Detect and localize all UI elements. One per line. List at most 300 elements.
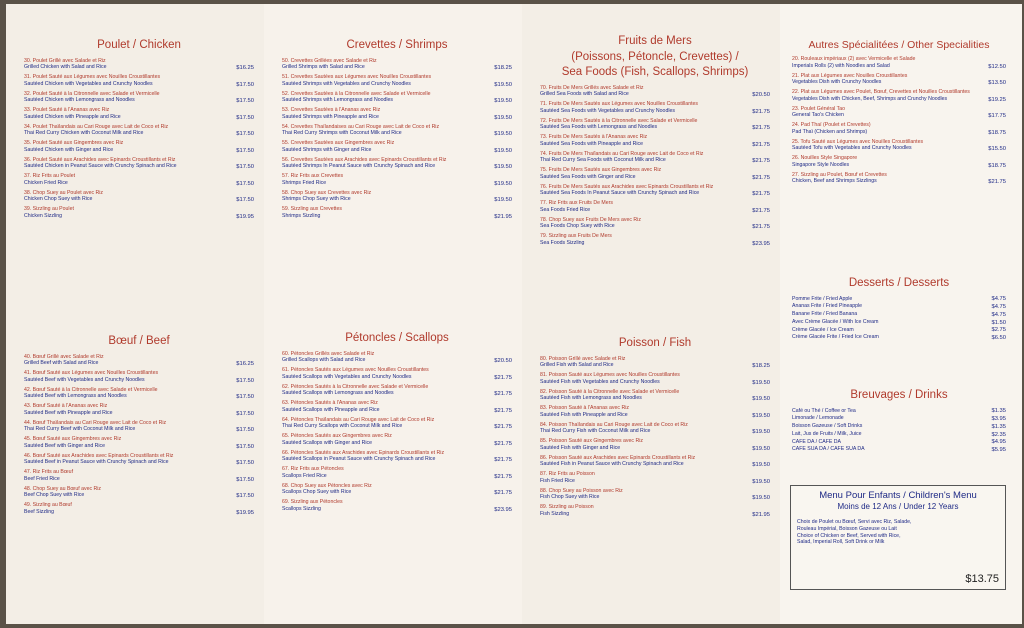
menu-item bbox=[792, 439, 1006, 446]
menu-item bbox=[540, 217, 770, 231]
title-line-2: (Poissons, Pétoncle, Crevettes) / bbox=[571, 50, 739, 63]
menu-item-french: 56. Crevettes Sautées aux Arachides avec Épinards Croustillants et Riz bbox=[282, 156, 447, 163]
menu-item bbox=[24, 91, 254, 105]
menu-item-english: Sautéed Scallops with Vegetables and Crunchy Noodles bbox=[282, 373, 412, 380]
menu-item-text bbox=[540, 85, 749, 99]
menu-item-price: $21.75 bbox=[752, 224, 770, 231]
menu-item-english: Sautéed Fish with Vegetables and Crunchy Noodles bbox=[540, 378, 660, 385]
menu-item-text bbox=[792, 139, 985, 153]
menu-item-price: $21.75 bbox=[494, 407, 512, 414]
menu-item-text bbox=[24, 91, 233, 105]
menu-item-price: $21.75 bbox=[752, 141, 770, 148]
menu-item bbox=[24, 173, 254, 187]
menu-item-english: Sautéed Shrimps with Lemongrass and Noodles bbox=[282, 97, 394, 104]
menu-item-french: 47. Riz Frits au Bœuf bbox=[24, 469, 74, 476]
section-autres bbox=[792, 38, 1006, 188]
menu-item-french: 40. Bœuf Grillé avec Salade et Riz bbox=[24, 353, 104, 360]
menu-item bbox=[282, 107, 512, 121]
menu-item bbox=[24, 354, 254, 368]
menu-item-french: 57. Riz Frits aux Crevettes bbox=[282, 173, 344, 180]
menu-item bbox=[540, 184, 770, 198]
menu-item-french: 34. Poulet Thaïlandais au Cari Rouge avec Lait de Coco et Riz bbox=[24, 123, 169, 130]
menu-item-text bbox=[24, 74, 233, 88]
menu-item-french: 79. Sizzling aux Fruits De Mers bbox=[540, 233, 612, 240]
menu-item-text bbox=[282, 367, 491, 381]
menu-item-price: $19.50 bbox=[752, 396, 770, 403]
menu-item bbox=[24, 436, 254, 450]
menu-item-french: 52. Crevettes Sautées à la Citronnelle avec Salade et Vermicelle bbox=[282, 90, 431, 97]
menu-item-english: Sautéed Chicken in Peanut Sauce with Crunchy Spinach and Rice bbox=[24, 163, 177, 170]
menu-item-english: Sautéed Chicken with Pineapple and Rice bbox=[24, 113, 121, 120]
menu-item-french: 59. Sizzling aux Crevettes bbox=[282, 206, 342, 213]
kids-menu-price: $13.75 bbox=[965, 573, 999, 585]
menu-item-text: Ananas Frite / Fried Pineapple bbox=[792, 303, 863, 310]
menu-item-price: $21.75 bbox=[752, 158, 770, 165]
menu-item-text bbox=[24, 469, 233, 483]
menu-item-french: 58. Chop Suey aux Crevettes avec Riz bbox=[282, 189, 372, 196]
menu-item bbox=[24, 124, 254, 138]
menu-item-price: $23.95 bbox=[494, 506, 512, 513]
menu-item bbox=[792, 296, 1006, 303]
menu-item bbox=[540, 167, 770, 181]
menu-item-price: $17.50 bbox=[236, 98, 254, 105]
menu-item-french: 49. Sizzling au Bœuf bbox=[24, 502, 72, 509]
menu-item-text bbox=[24, 486, 233, 500]
menu-item-english: Grilled Chicken with Salad and Rice bbox=[24, 64, 107, 71]
menu-item-french: 48. Chop Suey au Bœuf avec Riz bbox=[24, 485, 101, 492]
menu-item-text bbox=[540, 200, 749, 214]
item-list bbox=[540, 85, 770, 247]
menu-item-english: Scallops Chop Suey with Rice bbox=[282, 489, 352, 496]
menu-item-price: $17.50 bbox=[236, 460, 254, 467]
menu-item-french: 89. Sizzling au Poisson bbox=[540, 504, 594, 511]
menu-item-text bbox=[24, 107, 233, 121]
menu-item-text: Lait, Jus de Fruits / Milk, Juice bbox=[792, 430, 862, 437]
menu-item bbox=[540, 356, 770, 370]
menu-item bbox=[282, 206, 512, 220]
section-fruits-de-mers bbox=[540, 34, 770, 250]
menu-item bbox=[540, 455, 770, 469]
menu-item-text bbox=[540, 471, 749, 485]
item-list bbox=[792, 56, 1006, 185]
menu-item-french: 61. Pétoncles Sautés aux Légumes avec Nouilles Croustillantes bbox=[282, 367, 429, 374]
menu-item bbox=[540, 233, 770, 247]
menu-item-price: $19.50 bbox=[494, 164, 512, 171]
menu-item-price: $18.75 bbox=[988, 129, 1006, 136]
menu-item-text bbox=[24, 206, 233, 220]
menu-item-text bbox=[24, 403, 233, 417]
menu-item-price: $19.50 bbox=[752, 462, 770, 469]
menu-item-price: $17.50 bbox=[236, 81, 254, 88]
menu-item bbox=[282, 499, 512, 513]
menu-item-text bbox=[24, 140, 233, 154]
menu-item-french: 38. Chop Suey au Poulet avec Riz bbox=[24, 189, 104, 196]
menu-item-english: Scallops Fried Rice bbox=[282, 472, 327, 479]
kids-line: Choice of Chicken or Beef, Served with Rice, bbox=[797, 532, 901, 539]
menu-item-english: Sea Foods Fried Rice bbox=[540, 206, 591, 213]
menu-item-french: 73. Fruits De Mers Sautés à l'Ananas avec Riz bbox=[540, 134, 648, 141]
menu-item-french: 32. Poulet Sauté à la Citronnelle avec Salade et Vermicelle bbox=[24, 90, 160, 97]
menu-item-english: Sautéed Scallops with Ginger and Rice bbox=[282, 439, 372, 446]
menu-item-english: Beef Fried Rice bbox=[24, 475, 60, 482]
menu-item-english: Sautéed Sea Foods with Ginger and Rice bbox=[540, 173, 636, 180]
menu-item-english: Sautéed Beef with Pineapple and Rice bbox=[24, 409, 113, 416]
menu-item-text bbox=[282, 140, 491, 154]
panel-4 bbox=[780, 4, 1022, 624]
menu-item-french: 23. Poulet Général Tao bbox=[792, 105, 845, 112]
menu-item-text bbox=[282, 433, 491, 447]
menu-item bbox=[24, 107, 254, 121]
menu-item bbox=[282, 74, 512, 88]
menu-item-text bbox=[540, 118, 749, 132]
menu-item-price: $1.35 bbox=[991, 408, 1006, 415]
menu-item-price: $23.95 bbox=[752, 240, 770, 247]
menu-item bbox=[282, 450, 512, 464]
menu-item-english: Chicken Sizzling bbox=[24, 212, 63, 219]
menu-item-english: Beef Sizzling bbox=[24, 508, 54, 515]
menu-item-english: Thai Red Curry Chicken with Coconut Milk and Rice bbox=[24, 130, 144, 137]
section-crevettes bbox=[282, 38, 512, 223]
menu-item-english: Chicken, Beef and Shrimps Sizzlings bbox=[792, 178, 877, 185]
menu-item-french: 69. Sizzling aux Pétoncles bbox=[282, 499, 343, 506]
menu-item-text bbox=[540, 438, 749, 452]
menu-item-text bbox=[282, 466, 491, 480]
menu-item-english: Thai Red Curry Beef with Coconut Milk and Rice bbox=[24, 426, 136, 433]
menu-item-french: 22. Plat aux Légumes avec Poulet, Bœuf, Crevettes et Nouilles Croustillantes bbox=[792, 89, 970, 96]
menu-item-french: 26. Nouilles Style Singapore bbox=[792, 155, 858, 162]
menu-item-price: $21.75 bbox=[752, 207, 770, 214]
menu-item-text bbox=[540, 488, 749, 502]
menu-item-french: 63. Pétoncles Sautés à l'Ananas avec Riz bbox=[282, 400, 378, 407]
menu-item-french: 35. Poulet Sauté aux Gingembres avec Riz bbox=[24, 140, 124, 147]
menu-item-price: $19.50 bbox=[752, 495, 770, 502]
menu-item bbox=[792, 89, 1006, 103]
menu-item bbox=[792, 319, 1006, 326]
menu-item-price: $17.50 bbox=[236, 131, 254, 138]
menu-item-price: $19.50 bbox=[752, 429, 770, 436]
item-list bbox=[24, 58, 254, 220]
menu-item bbox=[282, 124, 512, 138]
menu-item-text bbox=[24, 173, 233, 187]
menu-item-price: $19.50 bbox=[494, 180, 512, 187]
menu-item-text bbox=[282, 400, 491, 414]
menu-item-text bbox=[282, 157, 491, 171]
menu-item bbox=[282, 140, 512, 154]
menu-item-english: Shrimps Chop Suey with Rice bbox=[282, 196, 351, 203]
menu-item-price: $17.50 bbox=[236, 377, 254, 384]
menu-item-price: $19.25 bbox=[988, 96, 1006, 103]
menu-item-french: 85. Poisson Sauté aux Gingembres avec Riz bbox=[540, 438, 643, 445]
menu-item-english: Sautéed Shrimps with Vegetables and Crunchy Noodles bbox=[282, 80, 411, 87]
section-poisson bbox=[540, 336, 770, 521]
menu-item-french: 45. Bœuf Sauté aux Gingembres avec Riz bbox=[24, 436, 122, 443]
menu-item-english: Grilled Fish with Salad and Rice bbox=[540, 362, 614, 369]
menu-item-price: $19.50 bbox=[494, 197, 512, 204]
menu-item bbox=[540, 504, 770, 518]
menu-item-price: $16.25 bbox=[236, 65, 254, 72]
menu-item-english: Chicken Fried Rice bbox=[24, 179, 68, 186]
menu-item-text bbox=[792, 73, 985, 87]
menu-item-text bbox=[540, 184, 749, 198]
item-list bbox=[792, 296, 1006, 342]
section-title: Poulet / Chicken bbox=[97, 39, 181, 51]
menu-item bbox=[792, 327, 1006, 334]
menu-item bbox=[24, 387, 254, 401]
menu-item-english: Sea Foods Chop Suey with Rice bbox=[540, 223, 615, 230]
menu-item-price: $17.50 bbox=[236, 410, 254, 417]
menu-item-text bbox=[540, 372, 749, 386]
menu-item bbox=[282, 466, 512, 480]
menu-item-price: $21.75 bbox=[494, 374, 512, 381]
menu-item bbox=[792, 446, 1006, 453]
menu-item-text bbox=[282, 58, 491, 72]
menu-item bbox=[792, 155, 1006, 169]
menu-item-french: 80. Poisson Grillé avec Salade et Riz bbox=[540, 355, 626, 362]
menu-item bbox=[282, 91, 512, 105]
menu-item-english: Sautéed Scallops with Lemongrass and Noodles bbox=[282, 390, 394, 397]
menu-item-english: Thai Red Curry Shrimps with Coconut Milk and Rice bbox=[282, 130, 402, 137]
menu-item bbox=[540, 405, 770, 419]
menu-item-french: 68. Chop Suey aux Pétoncles avec Riz bbox=[282, 482, 372, 489]
menu-item-price: $21.95 bbox=[494, 213, 512, 220]
menu-item bbox=[282, 157, 512, 171]
section-title: Breuvages / Drinks bbox=[850, 389, 948, 401]
menu-item-price: $21.75 bbox=[494, 473, 512, 480]
menu-item-price: $21.75 bbox=[494, 391, 512, 398]
menu-item-price: $19.50 bbox=[752, 412, 770, 419]
menu-item-text bbox=[24, 124, 233, 138]
menu-item-english: Sautéed Chicken with Ginger and Rice bbox=[24, 146, 114, 153]
menu-item-text bbox=[540, 233, 749, 247]
menu-item-english: Fish Chop Suey with Rice bbox=[540, 494, 600, 501]
menu-item-price: $2.75 bbox=[991, 327, 1006, 334]
menu-item-price: $4.75 bbox=[991, 304, 1006, 311]
menu-item bbox=[24, 157, 254, 171]
menu-item-price: $18.75 bbox=[988, 162, 1006, 169]
menu-item bbox=[24, 403, 254, 417]
menu-item-price: $19.50 bbox=[752, 445, 770, 452]
menu-item-price: $17.75 bbox=[988, 113, 1006, 120]
menu-item bbox=[540, 372, 770, 386]
menu-item-text bbox=[540, 455, 749, 469]
menu-item bbox=[792, 139, 1006, 153]
menu-item-text bbox=[282, 384, 491, 398]
menu-item-english: Grilled Shrimps with Salad and Rice bbox=[282, 64, 365, 71]
menu-item-price: $21.75 bbox=[494, 424, 512, 431]
menu-item-text bbox=[282, 351, 491, 365]
menu-item-price: $19.95 bbox=[236, 213, 254, 220]
menu-item-french: 27. Sizzling au Poulet, Bœuf et Crevettes bbox=[792, 171, 887, 178]
menu-item-french: 81. Poisson Sauté aux Légumes avec Nouilles Croustillantes bbox=[540, 372, 680, 379]
menu-item bbox=[540, 151, 770, 165]
menu-item-english: Shrimps Sizzling bbox=[282, 212, 321, 219]
menu-item-french: 76. Fruits De Mers Sautés aux Arachides avec Épinards Croustillants et Riz bbox=[540, 183, 714, 190]
menu-item-price: $15.50 bbox=[988, 146, 1006, 153]
menu-item bbox=[282, 367, 512, 381]
menu-item-french: 20. Rouleaux impériaux (2) avec Vermicelle et Salade bbox=[792, 56, 916, 63]
kids-line: Rouleau Impérial, Boisson Gazeuse ou Lait bbox=[797, 525, 897, 532]
menu-sheet bbox=[6, 4, 1022, 624]
menu-item-text bbox=[282, 173, 491, 187]
menu-item-text: Limonade / Lemonade bbox=[792, 415, 844, 422]
menu-item-english: Sautéed Scallops with Pineapple and Rice bbox=[282, 406, 380, 413]
menu-item-english: Sautéed Tofu with Vegetables and Crunchy Noodles bbox=[792, 145, 912, 152]
menu-item-english: Thai Red Curry Fish with Coconut Milk and Rice bbox=[540, 428, 651, 435]
menu-item bbox=[540, 422, 770, 436]
menu-item-english: Sautéed Sea Foods with Vegetables and Crunchy Noodles bbox=[540, 107, 675, 114]
menu-item-french: 42. Bœuf Sauté à la Citronnelle avec Salade et Vermicelle bbox=[24, 386, 158, 393]
menu-item-french: 66. Pétoncles Sautés aux Arachides avec Épinards Croustillants et Riz bbox=[282, 449, 445, 456]
menu-item-price: $4.75 bbox=[991, 311, 1006, 318]
menu-item-french: 46. Bœuf Sauté aux Arachides avec Épinards Croustillants et Riz bbox=[24, 452, 174, 459]
menu-item-text bbox=[792, 122, 985, 136]
menu-item-english: Sautéed Beef with Vegetables and Crunchy Noodles bbox=[24, 376, 145, 383]
menu-item-price: $21.75 bbox=[752, 174, 770, 181]
menu-item-english: Sautéed Sea Foods with Pineapple and Rice bbox=[540, 140, 643, 147]
section-title: Crevettes / Shrimps bbox=[346, 39, 448, 51]
item-list bbox=[282, 58, 512, 220]
menu-item-english: Fish Sizzling bbox=[540, 510, 570, 517]
menu-item bbox=[24, 420, 254, 434]
menu-item bbox=[24, 370, 254, 384]
menu-item-text bbox=[540, 422, 749, 436]
kids-menu-title: Menu Pour Enfants / Children's Menu bbox=[819, 490, 977, 501]
menu-item-text: CAFE SUA DA / CAFÉ SUA DA bbox=[792, 446, 865, 453]
menu-item-french: 33. Poulet Sauté à l'Ananas avec Riz bbox=[24, 107, 110, 114]
menu-item-text bbox=[540, 504, 749, 518]
menu-item-text: Pomme Frite / Fried Apple bbox=[792, 295, 853, 302]
menu-item bbox=[792, 423, 1006, 430]
menu-item-french: 82. Poisson Sauté à la Citronnelle avec Salade et Vermicelle bbox=[540, 388, 680, 395]
menu-item-text bbox=[282, 206, 491, 220]
section-breuvages bbox=[792, 388, 1006, 454]
menu-item-french: 65. Pétoncles Sautés aux Gingembres avec Riz bbox=[282, 433, 392, 440]
menu-item bbox=[282, 483, 512, 497]
menu-item-text bbox=[540, 356, 749, 370]
menu-item-french: 72. Fruits De Mers Sautés à la Citronnelle avec Salade et Vermicelle bbox=[540, 117, 698, 124]
menu-item-price: $19.50 bbox=[494, 81, 512, 88]
menu-item bbox=[792, 334, 1006, 341]
menu-item bbox=[24, 502, 254, 516]
menu-item-text bbox=[792, 106, 985, 120]
menu-item-french: 25. Tofu Sauté aux Légumes avec Nouilles Croustillantes bbox=[792, 138, 924, 145]
menu-item bbox=[540, 488, 770, 502]
menu-item-text: Boisson Gazeuse / Soft Drinks bbox=[792, 423, 863, 430]
menu-item-text bbox=[792, 89, 985, 103]
menu-item-text bbox=[282, 107, 491, 121]
panel-1 bbox=[6, 4, 264, 624]
menu-item bbox=[540, 438, 770, 452]
title-line-3: Sea Foods (Fish, Scallops, Shrimps) bbox=[561, 66, 749, 79]
menu-item-text bbox=[540, 405, 749, 419]
menu-item bbox=[540, 200, 770, 214]
kids-line: Choix de Poulet ou Bœuf, Servi avec Riz, Salade, bbox=[797, 519, 912, 525]
menu-item-price: $13.50 bbox=[988, 80, 1006, 87]
menu-item-english: Singapore Style Noodles bbox=[792, 161, 850, 168]
menu-item-text bbox=[24, 190, 233, 204]
section-title: Poisson / Fish bbox=[618, 337, 692, 349]
menu-item-french: 54. Crevettes Thaïlandaises au Cari Rouge avec Lait de Coco et Riz bbox=[282, 123, 440, 130]
menu-item-french: 37. Riz Frits au Poulet bbox=[24, 173, 76, 180]
menu-item bbox=[792, 311, 1006, 318]
section-title: Pétoncles / Scallops bbox=[345, 332, 449, 344]
menu-item-french: 44. Bœuf Thaïlandais au Cari Rouge avec Lait de Coco et Riz bbox=[24, 419, 167, 426]
menu-item-price: $6.50 bbox=[991, 335, 1006, 342]
menu-item bbox=[282, 173, 512, 187]
menu-item-text bbox=[282, 450, 491, 464]
menu-item-text: Crème Glacée Frite / Fried Ice Cream bbox=[792, 334, 879, 341]
section-poulet bbox=[24, 38, 254, 223]
section-boeuf bbox=[24, 334, 254, 519]
menu-item-french: 78. Chop Suey aux Fruits De Mers avec Riz bbox=[540, 216, 641, 223]
menu-item-english: Fish Fried Rice bbox=[540, 477, 575, 484]
menu-item-price: $17.50 bbox=[236, 180, 254, 187]
menu-item bbox=[24, 486, 254, 500]
menu-item-text bbox=[24, 354, 233, 368]
menu-item-english: Shrimps Fried Rice bbox=[282, 179, 327, 186]
section-title: Bœuf / Beef bbox=[108, 335, 170, 347]
menu-item-price: $19.95 bbox=[236, 509, 254, 516]
menu-item-english: Sautéed Beef with Lemongrass and Noodles bbox=[24, 393, 127, 400]
menu-item-price: $18.25 bbox=[752, 363, 770, 370]
menu-item-text bbox=[792, 172, 985, 186]
menu-item-french: 24. Pad Thaï (Poulet et Crevettes) bbox=[792, 122, 871, 129]
menu-item-text bbox=[282, 91, 491, 105]
menu-item-english: Sautéed Beef with Ginger and Rice bbox=[24, 442, 106, 449]
menu-item-price: $17.50 bbox=[236, 493, 254, 500]
menu-item-text bbox=[282, 124, 491, 138]
item-list bbox=[24, 354, 254, 516]
menu-item-text: Avec Crème Glacée / With Ice Cream bbox=[792, 318, 879, 325]
menu-item-text bbox=[24, 157, 233, 171]
menu-item-english: Thai Red Curry Scallops with Coconut Milk and Rice bbox=[282, 423, 403, 430]
menu-item-french: 87. Riz Frits au Poisson bbox=[540, 471, 595, 478]
menu-item-price: $19.50 bbox=[494, 147, 512, 154]
menu-item bbox=[540, 471, 770, 485]
menu-item-english: Sautéed Sea Foods In Peanut Sauce with Crunchy Spinach and Rice bbox=[540, 190, 700, 197]
item-list bbox=[792, 408, 1006, 454]
menu-item-french: 50. Crevettes Grillées avec Salade et Riz bbox=[282, 57, 377, 64]
menu-item-price: $20.50 bbox=[752, 92, 770, 99]
menu-item-text bbox=[282, 499, 491, 513]
menu-item-price: $19.50 bbox=[752, 379, 770, 386]
menu-item bbox=[24, 58, 254, 72]
menu-item bbox=[24, 140, 254, 154]
menu-item bbox=[540, 134, 770, 148]
menu-item bbox=[282, 433, 512, 447]
menu-item-price: $17.50 bbox=[236, 443, 254, 450]
menu-item-text bbox=[540, 101, 749, 115]
panel-2 bbox=[264, 4, 522, 624]
menu-item-english: Thai Red Curry Sea Foods with Coconut Milk and Rice bbox=[540, 157, 666, 164]
menu-item-text bbox=[24, 58, 233, 72]
menu-item-price: $1.35 bbox=[991, 423, 1006, 430]
menu-item-french: 55. Crevettes Sautées aux Gingembres avec Riz bbox=[282, 140, 395, 147]
title-line-1: Fruits de Mers bbox=[618, 35, 692, 47]
menu-item-text bbox=[24, 420, 233, 434]
menu-item-french: 21. Plat aux Légumes avec Nouilles Croustillantes bbox=[792, 72, 908, 79]
menu-item-text bbox=[24, 370, 233, 384]
menu-item-price: $21.75 bbox=[494, 457, 512, 464]
menu-item-french: 53. Crevettes Sautées à l'Ananas avec Riz bbox=[282, 107, 381, 114]
menu-item-french: 60. Pétoncles Grillés avec Salade et Riz bbox=[282, 350, 375, 357]
menu-item-text bbox=[24, 502, 233, 516]
menu-item-french: 86. Poisson Sauté aux Arachides avec Épinards Croustillants et Riz bbox=[540, 454, 696, 461]
menu-item bbox=[540, 389, 770, 403]
menu-item bbox=[540, 101, 770, 115]
menu-item bbox=[540, 118, 770, 132]
menu-item-price: $4.95 bbox=[991, 439, 1006, 446]
